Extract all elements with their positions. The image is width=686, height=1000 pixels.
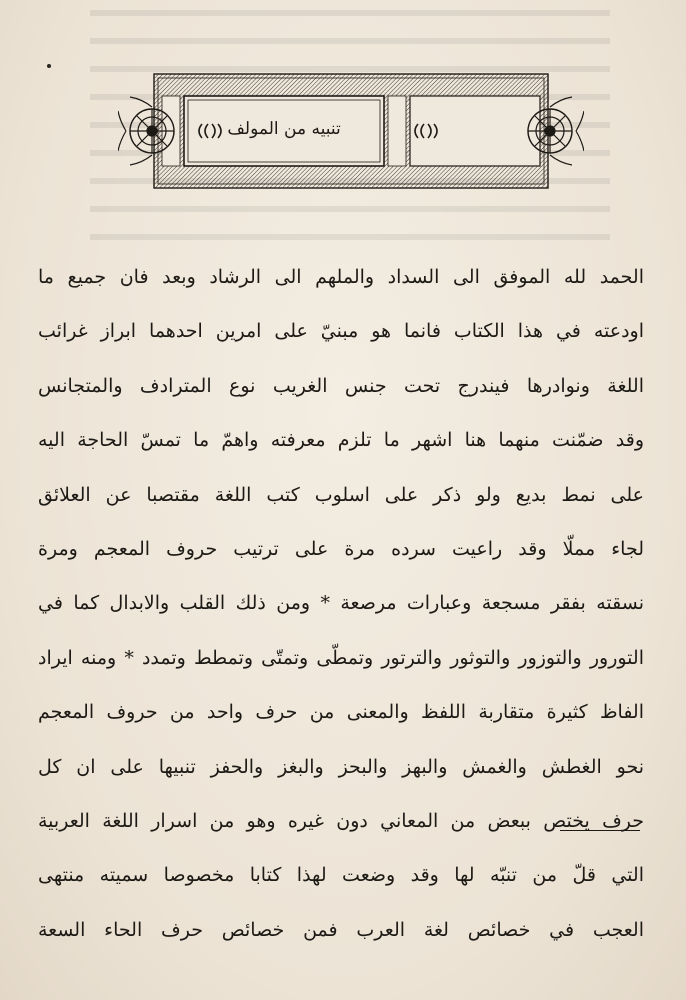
- ink-dot: [47, 64, 51, 68]
- text-line: حرف يختص ببعض من المعاني دون غيره وهو من اسرار اللغة العربية: [38, 809, 644, 832]
- text-line: اودعته في هذا الكتاب فانما هو مبنيّ على امرين احدهما ابراز غرائب: [38, 320, 644, 343]
- text-line: الفاظ كثيرة متقاربة اللفظ والمعنى من حرف واحد من حروف المعجم: [38, 701, 644, 724]
- text-line: وقد ضمّنت منهما هنا اشهر ما تلزم معرفته واهمّ ما تمسّ الحاجة اليه: [38, 429, 644, 452]
- section-heading: تنبيه من المولف: [227, 119, 341, 139]
- body-text: [38, 250, 644, 957]
- text-line: التورور والتوزور والتوثور والترتور وتمطّى وتمتّى وتمطط وتمدد * ومنه ايراد: [38, 646, 644, 669]
- text-line: العجب في خصائص لغة العرب فمن خصائص حرف الحاء السعة: [38, 918, 644, 941]
- text-line: نسقته بفقر مسجعة وعبارات مرصعة * ومن ذلك القلب والابدال كما في: [38, 592, 644, 615]
- text-line: الحمد لله الموفق الى السداد والملهم الى الرشاد وبعد فان جميع ما: [38, 266, 644, 288]
- text-line: اللغة ونوادرها فيندرج تحت جنس الغريب نوع المترادف والمتجانس: [38, 374, 644, 397]
- text-line: لجاء مملّا وقد راعيت سرده مرة على ترتيب حروف المعجم ومرة: [38, 537, 644, 560]
- text-line: نحو الغطش والغمش والبهز والبحز والبغز والحفز تنبيها على ان كل: [38, 755, 644, 778]
- text-line: على نمط بديع ولو ذكر على اسلوب كتب اللغة مقتصبا عن العلائق: [38, 483, 644, 506]
- text-line: التي قلّ من تنبّه لها وقد وضعت لهذا كتابا مخصوصا سميته منتهى: [38, 864, 644, 887]
